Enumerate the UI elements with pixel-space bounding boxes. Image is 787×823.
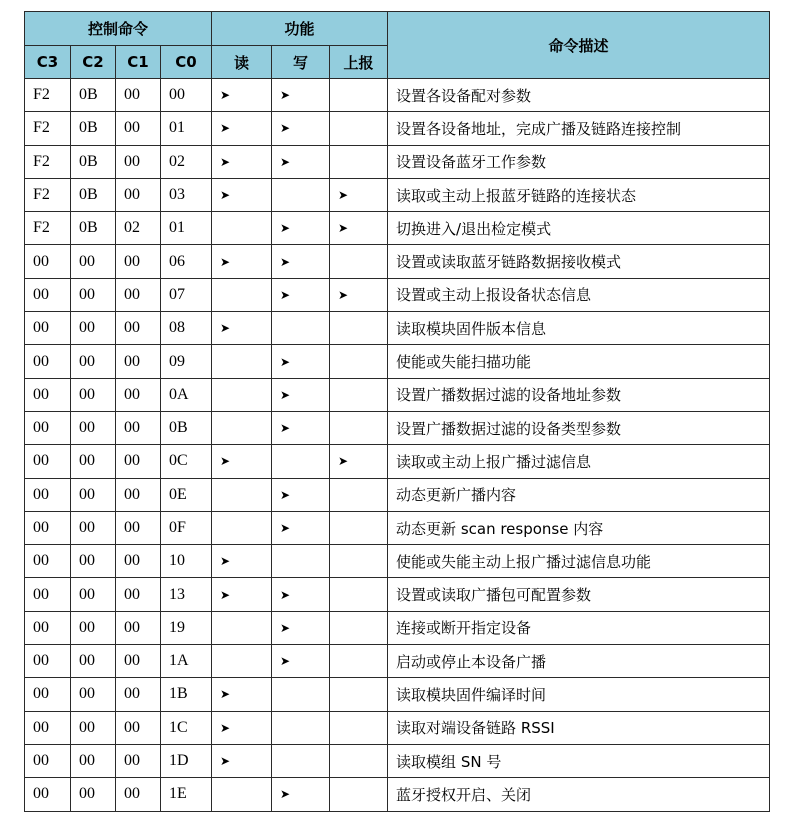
command-description: 设置各设备地址，完成广播及链路连接控制 <box>388 112 770 145</box>
report-mark <box>330 378 388 411</box>
write-header: 写 <box>272 46 330 79</box>
c1-cell: 00 <box>116 245 161 278</box>
write-mark: ➤ <box>272 112 330 145</box>
table-row <box>25 478 770 511</box>
read-mark: ➤ <box>212 678 272 711</box>
c0-cell: 07 <box>161 278 212 311</box>
read-mark: ➤ <box>212 578 272 611</box>
c3-cell: 00 <box>25 711 71 744</box>
write-mark <box>272 445 330 478</box>
write-mark <box>272 744 330 777</box>
write-mark <box>272 678 330 711</box>
c1-cell: 00 <box>116 678 161 711</box>
c3-cell: 00 <box>25 511 71 544</box>
report-mark <box>330 645 388 678</box>
c3-cell: 00 <box>25 545 71 578</box>
table-row <box>25 145 770 178</box>
c2-cell: 00 <box>71 611 116 644</box>
c1-cell: 00 <box>116 611 161 644</box>
command-description: 读取或主动上报蓝牙链路的连接状态 <box>388 178 770 211</box>
report-mark <box>330 611 388 644</box>
report-mark <box>330 711 388 744</box>
report-mark: ➤ <box>330 212 388 245</box>
c2-cell: 00 <box>71 411 116 444</box>
table-row <box>25 411 770 444</box>
c3-header: C3 <box>25 46 71 79</box>
c2-cell: 0B <box>71 145 116 178</box>
table-row <box>25 678 770 711</box>
c1-cell: 00 <box>116 112 161 145</box>
c2-cell: 0B <box>71 112 116 145</box>
c3-cell: 00 <box>25 278 71 311</box>
command-description: 设置或读取广播包可配置参数 <box>388 578 770 611</box>
c2-cell: 00 <box>71 778 116 811</box>
c2-cell: 00 <box>71 744 116 777</box>
c3-cell: F2 <box>25 212 71 245</box>
c1-cell: 00 <box>116 511 161 544</box>
c2-cell: 00 <box>71 445 116 478</box>
command-description: 使能或失能扫描功能 <box>388 345 770 378</box>
c2-cell: 00 <box>71 711 116 744</box>
report-mark <box>330 545 388 578</box>
report-mark <box>330 245 388 278</box>
command-description: 读取或主动上报广播过滤信息 <box>388 445 770 478</box>
table-row <box>25 744 770 777</box>
command-description: 切换进入/退出检定模式 <box>388 212 770 245</box>
read-mark: ➤ <box>212 79 272 112</box>
c3-cell: 00 <box>25 611 71 644</box>
c2-cell: 00 <box>71 645 116 678</box>
report-mark <box>330 312 388 345</box>
write-mark: ➤ <box>272 278 330 311</box>
c0-cell: 00 <box>161 79 212 112</box>
write-mark: ➤ <box>272 212 330 245</box>
command-description: 使能或失能主动上报广播过滤信息功能 <box>388 545 770 578</box>
command-description: 设置各设备配对参数 <box>388 79 770 112</box>
c1-cell: 00 <box>116 411 161 444</box>
table-row <box>25 278 770 311</box>
c0-cell: 08 <box>161 312 212 345</box>
c3-cell: 00 <box>25 312 71 345</box>
c1-cell: 00 <box>116 645 161 678</box>
write-mark: ➤ <box>272 578 330 611</box>
c0-cell: 10 <box>161 545 212 578</box>
c0-cell: 1E <box>161 778 212 811</box>
table-row <box>25 578 770 611</box>
read-mark <box>212 345 272 378</box>
write-mark <box>272 711 330 744</box>
c2-cell: 0B <box>71 178 116 211</box>
read-mark: ➤ <box>212 312 272 345</box>
table-row <box>25 611 770 644</box>
command-description: 读取对端设备链路 RSSI <box>388 711 770 744</box>
c3-cell: 00 <box>25 578 71 611</box>
read-mark <box>212 278 272 311</box>
write-mark: ➤ <box>272 511 330 544</box>
c3-cell: 00 <box>25 678 71 711</box>
c2-cell: 00 <box>71 678 116 711</box>
c1-cell: 00 <box>116 778 161 811</box>
c3-cell: 00 <box>25 445 71 478</box>
c2-cell: 00 <box>71 578 116 611</box>
command-description: 启动或停止本设备广播 <box>388 645 770 678</box>
write-mark: ➤ <box>272 645 330 678</box>
c0-cell: 1D <box>161 744 212 777</box>
c3-cell: 00 <box>25 645 71 678</box>
command-description: 连接或断开指定设备 <box>388 611 770 644</box>
command-description: 设置或读取蓝牙链路数据接收模式 <box>388 245 770 278</box>
c2-cell: 0B <box>71 79 116 112</box>
c0-cell: 1C <box>161 711 212 744</box>
c2-cell: 00 <box>71 245 116 278</box>
c0-cell: 03 <box>161 178 212 211</box>
c1-cell: 00 <box>116 478 161 511</box>
report-mark <box>330 478 388 511</box>
c2-cell: 00 <box>71 478 116 511</box>
report-mark <box>330 345 388 378</box>
read-header: 读 <box>212 46 272 79</box>
command-table-body <box>25 79 770 812</box>
c0-cell: 1A <box>161 645 212 678</box>
report-mark <box>330 578 388 611</box>
c0-cell: 0C <box>161 445 212 478</box>
c0-header: C0 <box>161 46 212 79</box>
report-mark <box>330 678 388 711</box>
command-description: 设置广播数据过滤的设备地址参数 <box>388 378 770 411</box>
c1-cell: 00 <box>116 145 161 178</box>
c0-cell: 09 <box>161 345 212 378</box>
write-mark <box>272 312 330 345</box>
c0-cell: 0A <box>161 378 212 411</box>
c1-cell: 00 <box>116 445 161 478</box>
c3-cell: 00 <box>25 478 71 511</box>
c1-cell: 00 <box>116 545 161 578</box>
table-row <box>25 345 770 378</box>
read-mark: ➤ <box>212 145 272 178</box>
report-mark: ➤ <box>330 178 388 211</box>
c3-cell: 00 <box>25 245 71 278</box>
c2-cell: 00 <box>71 545 116 578</box>
c0-cell: 0E <box>161 478 212 511</box>
c3-cell: 00 <box>25 411 71 444</box>
read-mark <box>212 511 272 544</box>
command-description: 蓝牙授权开启、关闭 <box>388 778 770 811</box>
c3-cell: F2 <box>25 178 71 211</box>
table-row <box>25 178 770 211</box>
write-mark: ➤ <box>272 611 330 644</box>
write-mark <box>272 178 330 211</box>
c1-cell: 00 <box>116 578 161 611</box>
command-description: 读取模组 SN 号 <box>388 744 770 777</box>
function-header: 功能 <box>212 12 388 46</box>
table-row <box>25 511 770 544</box>
read-mark: ➤ <box>212 445 272 478</box>
write-mark: ➤ <box>272 411 330 444</box>
read-mark <box>212 478 272 511</box>
c2-header: C2 <box>71 46 116 79</box>
report-mark <box>330 511 388 544</box>
table-row <box>25 79 770 112</box>
command-description: 设置或主动上报设备状态信息 <box>388 278 770 311</box>
write-mark: ➤ <box>272 345 330 378</box>
command-description: 读取模块固件版本信息 <box>388 312 770 345</box>
write-mark: ➤ <box>272 478 330 511</box>
command-description: 设置设备蓝牙工作参数 <box>388 145 770 178</box>
c1-cell: 00 <box>116 278 161 311</box>
read-mark: ➤ <box>212 545 272 578</box>
table-row <box>25 711 770 744</box>
table-row <box>25 778 770 811</box>
read-mark <box>212 212 272 245</box>
read-mark <box>212 411 272 444</box>
report-mark <box>330 79 388 112</box>
command-description: 动态更新 scan response 内容 <box>388 511 770 544</box>
command-table <box>24 11 770 812</box>
c0-cell: 19 <box>161 611 212 644</box>
read-mark: ➤ <box>212 112 272 145</box>
c1-cell: 00 <box>116 345 161 378</box>
c2-cell: 00 <box>71 278 116 311</box>
c0-cell: 0B <box>161 411 212 444</box>
c2-cell: 0B <box>71 212 116 245</box>
c0-cell: 01 <box>161 112 212 145</box>
report-mark: ➤ <box>330 445 388 478</box>
c0-cell: 06 <box>161 245 212 278</box>
c2-cell: 00 <box>71 312 116 345</box>
table-row <box>25 112 770 145</box>
control-command-header: 控制命令 <box>25 12 212 46</box>
c3-cell: F2 <box>25 145 71 178</box>
c1-cell: 00 <box>116 711 161 744</box>
c3-cell: 00 <box>25 744 71 777</box>
read-mark <box>212 778 272 811</box>
read-mark: ➤ <box>212 711 272 744</box>
c2-cell: 00 <box>71 511 116 544</box>
table-row <box>25 545 770 578</box>
report-mark <box>330 411 388 444</box>
report-mark <box>330 778 388 811</box>
write-mark: ➤ <box>272 378 330 411</box>
c1-cell: 00 <box>116 378 161 411</box>
read-mark <box>212 611 272 644</box>
table-row <box>25 245 770 278</box>
c0-cell: 01 <box>161 212 212 245</box>
c0-cell: 0F <box>161 511 212 544</box>
header-row-top <box>25 12 770 46</box>
command-description: 动态更新广播内容 <box>388 478 770 511</box>
c3-cell: 00 <box>25 378 71 411</box>
read-mark <box>212 645 272 678</box>
command-description: 设置广播数据过滤的设备类型参数 <box>388 411 770 444</box>
write-mark: ➤ <box>272 245 330 278</box>
c0-cell: 1B <box>161 678 212 711</box>
table-row <box>25 445 770 478</box>
c3-cell: F2 <box>25 112 71 145</box>
write-mark: ➤ <box>272 778 330 811</box>
c2-cell: 00 <box>71 378 116 411</box>
read-mark: ➤ <box>212 744 272 777</box>
c0-cell: 13 <box>161 578 212 611</box>
table-row <box>25 212 770 245</box>
c3-cell: 00 <box>25 345 71 378</box>
report-mark <box>330 744 388 777</box>
read-mark: ➤ <box>212 178 272 211</box>
c1-cell: 00 <box>116 178 161 211</box>
c1-cell: 00 <box>116 744 161 777</box>
write-mark: ➤ <box>272 79 330 112</box>
report-mark <box>330 112 388 145</box>
read-mark <box>212 378 272 411</box>
c2-cell: 00 <box>71 345 116 378</box>
report-mark <box>330 145 388 178</box>
write-mark: ➤ <box>272 145 330 178</box>
write-mark <box>272 545 330 578</box>
c1-cell: 00 <box>116 79 161 112</box>
c0-cell: 02 <box>161 145 212 178</box>
c1-cell: 00 <box>116 312 161 345</box>
table-row <box>25 378 770 411</box>
report-mark: ➤ <box>330 278 388 311</box>
command-description: 读取模块固件编译时间 <box>388 678 770 711</box>
c1-header: C1 <box>116 46 161 79</box>
report-header: 上报 <box>330 46 388 79</box>
c1-cell: 02 <box>116 212 161 245</box>
c3-cell: 00 <box>25 778 71 811</box>
table-row <box>25 312 770 345</box>
table-row <box>25 645 770 678</box>
c3-cell: F2 <box>25 79 71 112</box>
description-header: 命令描述 <box>388 12 770 79</box>
read-mark: ➤ <box>212 245 272 278</box>
